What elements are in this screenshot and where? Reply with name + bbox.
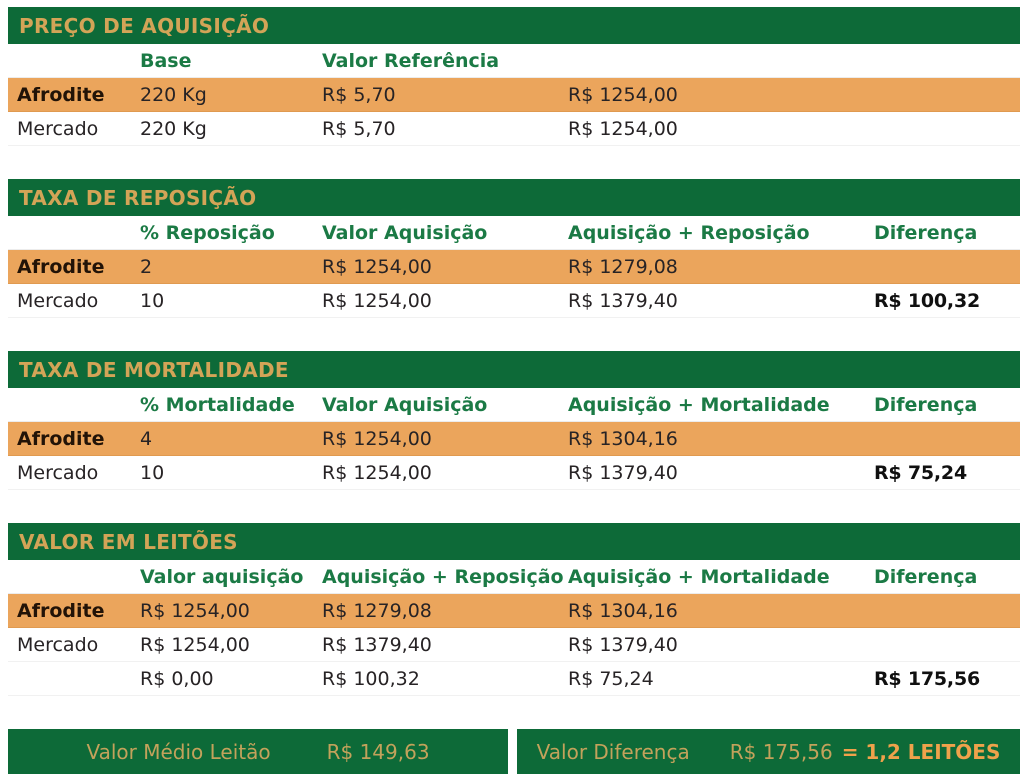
section-title-bar (8, 523, 1020, 560)
table-cell: R$ 5,70 (322, 83, 396, 106)
section-title: VALOR EM LEITÕES (19, 529, 238, 554)
table-row-afrodite (8, 422, 1020, 456)
table-cell: R$ 1254,00 (322, 289, 432, 312)
table-cell: 4 (140, 427, 153, 450)
footer-result: = 1,2 LEITÕES (841, 739, 1001, 764)
column-header-row (8, 216, 1020, 250)
table-cell: R$ 1254,00 (568, 83, 678, 106)
table-cell: R$ 1254,00 (568, 117, 678, 140)
footer-value: R$ 175,56 (729, 739, 833, 764)
column-header: % Reposição (140, 221, 275, 244)
table-cell: 220 Kg (140, 83, 207, 106)
column-header: Aquisição + Reposição (568, 221, 810, 244)
difference-value: R$ 75,24 (874, 461, 967, 484)
row-label: Afrodite (17, 427, 105, 450)
table-row-mercado (8, 628, 1020, 662)
column-header-row (8, 388, 1020, 422)
row-label: Mercado (17, 633, 99, 656)
table-cell: R$ 1379,40 (568, 461, 678, 484)
section-title-bar (8, 351, 1020, 388)
column-header-row (8, 44, 1020, 78)
table-cell: R$ 1279,08 (322, 599, 432, 622)
column-header: Diferença (874, 393, 978, 416)
section-title: TAXA DE MORTALIDADE (19, 357, 289, 382)
column-header: Aquisição + Reposição (322, 565, 564, 588)
table-cell: R$ 100,32 (322, 667, 420, 690)
row-label: Afrodite (17, 83, 105, 106)
column-header: Valor Aquisição (322, 221, 488, 244)
valor-diferenca-box (517, 729, 1020, 774)
table-cell: R$ 75,24 (568, 667, 654, 690)
section-title: TAXA DE REPOSIÇÃO (19, 185, 257, 210)
table-row-afrodite (8, 78, 1020, 112)
table-cell: 10 (140, 289, 165, 312)
row-label: Mercado (17, 461, 99, 484)
section-title: PREÇO DE AQUISIÇÃO (19, 13, 270, 38)
footer-value: R$ 149,63 (326, 739, 430, 764)
table-cell: R$ 1279,08 (568, 255, 678, 278)
column-header-row (8, 560, 1020, 594)
table-cell: 10 (140, 461, 165, 484)
table-cell: R$ 1254,00 (140, 599, 250, 622)
difference-value: R$ 175,56 (874, 667, 980, 690)
row-label: Afrodite (17, 255, 105, 278)
column-header: Valor Aquisição (322, 393, 488, 416)
table-cell: R$ 1304,16 (568, 599, 678, 622)
column-header: Diferença (874, 221, 978, 244)
table-cell: R$ 1254,00 (322, 427, 432, 450)
table-cell: R$ 1379,40 (322, 633, 432, 656)
column-header: % Mortalidade (140, 393, 295, 416)
table-cell: R$ 1379,40 (568, 289, 678, 312)
column-header: Base (140, 49, 192, 72)
footer-value-group (730, 740, 1001, 764)
section-title-bar (8, 179, 1020, 216)
footer-label: Valor Diferença (536, 739, 690, 764)
table-row-totals (8, 662, 1020, 696)
table-cell: 220 Kg (140, 117, 207, 140)
difference-value: R$ 100,32 (874, 289, 980, 312)
section-taxa-de-mortalidade (8, 351, 1020, 490)
table-cell: R$ 1304,16 (568, 427, 678, 450)
table-cell: R$ 5,70 (322, 117, 396, 140)
table-cell: R$ 1254,00 (322, 461, 432, 484)
section-taxa-de-reposicao (8, 179, 1020, 318)
column-header: Valor aquisição (140, 565, 304, 588)
table-row-mercado (8, 456, 1020, 490)
table-row-afrodite (8, 250, 1020, 284)
table-cell: R$ 1254,00 (140, 633, 250, 656)
column-header: Aquisição + Mortalidade (568, 565, 830, 588)
summary-footer (8, 729, 1020, 774)
section-preco-de-aquisicao (8, 7, 1020, 146)
table-row-afrodite (8, 594, 1020, 628)
table-cell: 2 (140, 255, 153, 278)
row-label: Afrodite (17, 599, 105, 622)
section-title-bar (8, 7, 1020, 44)
table-row-mercado (8, 284, 1020, 318)
table-row-mercado (8, 112, 1020, 146)
row-label: Mercado (17, 289, 99, 312)
footer-label: Valor Médio Leitão (86, 739, 271, 764)
table-cell: R$ 1254,00 (322, 255, 432, 278)
column-header: Diferença (874, 565, 978, 588)
valor-medio-leitao-box (8, 729, 508, 774)
row-label: Mercado (17, 117, 99, 140)
table-cell: R$ 0,00 (140, 667, 214, 690)
column-header: Aquisição + Mortalidade (568, 393, 830, 416)
table-cell: R$ 1379,40 (568, 633, 678, 656)
column-header: Valor Referência (322, 49, 500, 72)
section-valor-em-leitoes (8, 523, 1020, 696)
